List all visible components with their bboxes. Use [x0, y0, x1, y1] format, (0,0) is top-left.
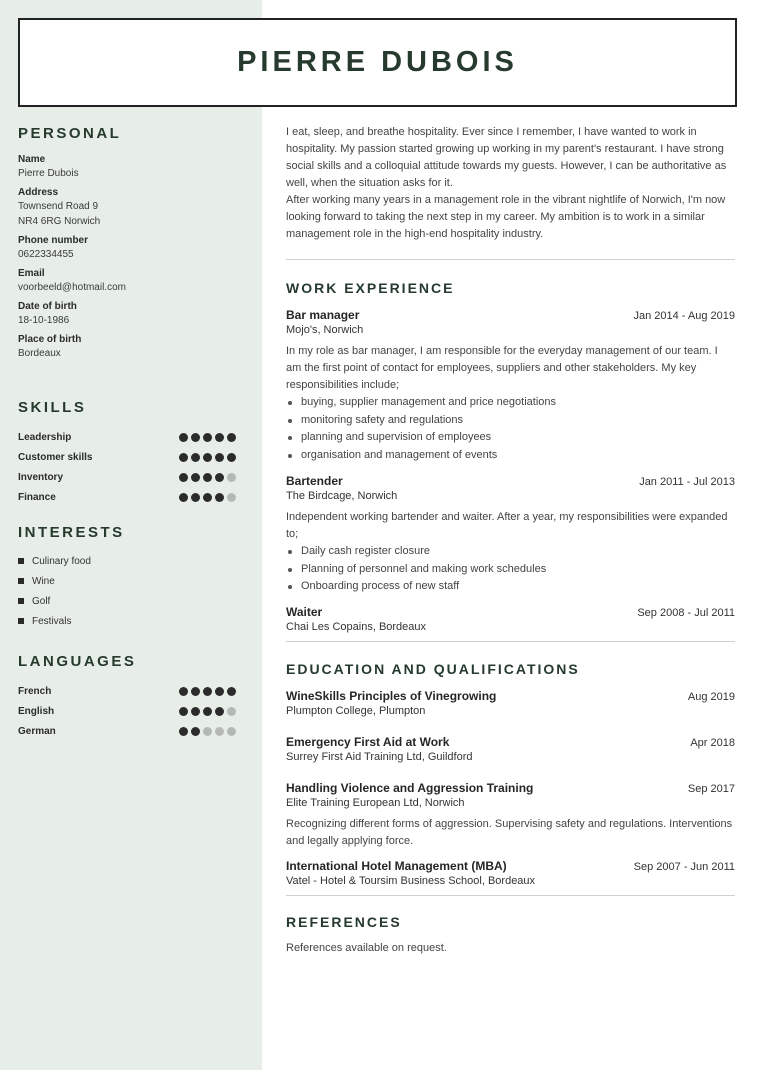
list-item: Planning of personnel and making work schedules [286, 561, 735, 579]
rating-dot-filled-icon [203, 707, 212, 716]
list-item [18, 571, 236, 591]
skill-rating [179, 433, 236, 442]
skill-row [18, 447, 236, 467]
education-title-text: WineSkills Principles of Vinegrowing [286, 688, 497, 703]
list-item [18, 611, 236, 631]
work-title: WORK EXPERIENCE [286, 280, 455, 296]
divider [286, 895, 735, 896]
education-date: Apr 2018 [690, 736, 735, 749]
languages-list [18, 681, 236, 741]
list-item [18, 591, 236, 611]
education-title-text: Handling Violence and Aggression Training [286, 780, 534, 795]
list-item: organisation and management of events [286, 447, 735, 465]
education-section [286, 661, 735, 889]
personal-title: PERSONAL [18, 125, 122, 142]
rating-dot-filled-icon [227, 433, 236, 442]
field-label: Place of birth [18, 334, 82, 345]
job-description: Independent working bartender and waiter. After a year, my responsibilities were expanded to; [286, 511, 728, 540]
language-row [18, 681, 236, 701]
education-date: Sep 2017 [687, 782, 735, 795]
rating-dot-filled-icon [203, 493, 212, 502]
education-entry [286, 781, 735, 850]
job-entry [286, 474, 735, 596]
education-entry [286, 859, 735, 889]
interest-label: Festivals [32, 615, 72, 627]
field-value: 0622334455 [18, 249, 74, 260]
divider [286, 259, 735, 260]
rating-dot-filled-icon [179, 433, 188, 442]
rating-dot-filled-icon [203, 433, 212, 442]
job-date: Jan 2014 - Aug 2019 [633, 310, 735, 322]
rating-dot-filled-icon [179, 473, 188, 482]
education-title: EDUCATION AND QUALIFICATIONS [286, 660, 580, 677]
rating-dot-filled-icon [191, 473, 200, 482]
skill-label: Leadership [18, 431, 72, 443]
education-date: Aug 2019 [687, 690, 735, 703]
references-text: References available on request. [286, 941, 447, 954]
list-item: buying, supplier management and price negotiations [286, 394, 735, 412]
personal-section [18, 125, 236, 361]
rating-dot-filled-icon [215, 433, 224, 442]
skill-row [18, 467, 236, 487]
interest-label: Wine [32, 575, 55, 587]
rating-dot-empty-icon [203, 727, 212, 736]
skills-title: SKILLS [18, 399, 87, 416]
rating-dot-filled-icon [227, 687, 236, 696]
language-label: English [18, 705, 55, 717]
field-label: Date of birth [18, 301, 77, 312]
education-place: Surrey First Aid Training Ltd, Guildford [286, 750, 473, 763]
language-label: French [18, 685, 52, 697]
rating-dot-filled-icon [191, 687, 200, 696]
skill-rating [179, 453, 236, 462]
skill-rating [179, 473, 236, 482]
rating-dot-filled-icon [203, 473, 212, 482]
education-place: Plumpton College, Plumpton [286, 704, 426, 717]
rating-dot-filled-icon [203, 687, 212, 696]
field-label: Email [18, 268, 45, 279]
rating-dot-filled-icon [179, 707, 188, 716]
rating-dot-empty-icon [215, 727, 224, 736]
education-place: Elite Training European Ltd, Norwich [286, 796, 465, 809]
rating-dot-filled-icon [215, 707, 224, 716]
rating-dot-filled-icon [227, 453, 236, 462]
profile-paragraph: After working many years in a management role in the vibrant nightlife of Norwich, I'm now looking forward to taking the next step in my career. My ambition is to work in a similar management role in the high-end hospitality industry. [286, 194, 726, 240]
skill-label: Finance [18, 491, 56, 503]
rating-dot-filled-icon [179, 687, 188, 696]
references-title: REFERENCES [286, 913, 402, 930]
rating-dot-filled-icon [179, 493, 188, 502]
divider [286, 641, 735, 642]
rating-dot-filled-icon [215, 473, 224, 482]
rating-dot-empty-icon [227, 493, 236, 502]
education-title-text: International Hotel Management (MBA) [286, 858, 507, 873]
rating-dot-filled-icon [191, 707, 200, 716]
skills-list [18, 427, 236, 507]
list-item: monitoring safety and regulations [286, 412, 735, 430]
rating-dot-filled-icon [179, 727, 188, 736]
rating-dot-filled-icon [179, 453, 188, 462]
language-label: German [18, 725, 56, 737]
rating-dot-empty-icon [227, 707, 236, 716]
education-place: Vatel - Hotel & Toursim Business School, Bordeaux [286, 874, 536, 887]
education-entry [286, 689, 735, 719]
skill-rating [179, 493, 236, 502]
field-value: Pierre Dubois [18, 168, 79, 179]
education-entry [286, 735, 735, 765]
name-header [18, 18, 737, 107]
job-bullets [286, 394, 735, 464]
candidate-name: PIERRE DUBOIS [237, 46, 518, 78]
job-title: Bar manager [286, 308, 360, 322]
rating-dot-filled-icon [191, 727, 200, 736]
square-bullet-icon [18, 578, 24, 584]
profile-paragraph: I eat, sleep, and breathe hospitality. Ever since I remember, I have wanted to work in hospitality. My passion started growing up working in my parent's restaurant. I have strong social skills and a colloquial attitude towards my guests. However, I can be authoritative as well, when the situation asks for it. [286, 126, 727, 189]
skill-row [18, 487, 236, 507]
interest-label: Culinary food [32, 555, 91, 567]
language-rating [179, 707, 236, 716]
education-description: Recognizing different forms of aggression. Supervising safety and regulations. Interventions and legally applying force. [286, 817, 733, 847]
rating-dot-filled-icon [191, 493, 200, 502]
field-label: Address [18, 187, 59, 198]
job-place: Chai Les Copains, Bordeaux [286, 620, 427, 633]
square-bullet-icon [18, 598, 24, 604]
languages-section [18, 653, 236, 741]
skill-row [18, 427, 236, 447]
job-entry [286, 605, 735, 635]
rating-dot-empty-icon [227, 727, 236, 736]
field-value: NR4 6RG Norwich [18, 216, 101, 227]
rating-dot-filled-icon [203, 453, 212, 462]
education-title-text: Emergency First Aid at Work [286, 734, 450, 749]
job-description: In my role as bar manager, I am responsible for the everyday management of our team. I am the first point of contact for employees, suppliers and other stakeholders. My key responsibilities include; [286, 345, 718, 391]
list-item [18, 551, 236, 571]
rating-dot-filled-icon [191, 433, 200, 442]
languages-title: LANGUAGES [18, 653, 137, 670]
skills-section [18, 399, 236, 507]
square-bullet-icon [18, 618, 24, 624]
square-bullet-icon [18, 558, 24, 564]
profile-section [286, 124, 735, 243]
job-place: The Birdcage, Norwich [286, 490, 398, 502]
language-rating [179, 687, 236, 696]
field-value: Townsend Road 9 [18, 201, 99, 212]
field-value: voorbeeld@hotmail.com [18, 282, 126, 293]
job-place: Mojo's, Norwich [286, 324, 364, 336]
skill-label: Inventory [18, 471, 64, 483]
references-section [286, 914, 735, 957]
interests-section [18, 524, 236, 631]
rating-dot-filled-icon [215, 453, 224, 462]
language-row [18, 701, 236, 721]
field-label: Phone number [18, 235, 89, 246]
list-item: Daily cash register closure [286, 543, 735, 561]
field-value: Bordeaux [18, 348, 61, 359]
job-date: Jan 2011 - Jul 2013 [639, 476, 735, 488]
main-column [286, 124, 735, 957]
language-rating [179, 727, 236, 736]
rating-dot-filled-icon [191, 453, 200, 462]
interest-label: Golf [32, 595, 51, 607]
interests-list [18, 551, 236, 631]
field-label: Name [18, 154, 46, 165]
job-bullets [286, 543, 735, 596]
education-date: Sep 2007 - Jun 2011 [633, 860, 735, 873]
field-value: 18-10-1986 [18, 315, 70, 326]
rating-dot-empty-icon [227, 473, 236, 482]
list-item: planning and supervision of employees [286, 429, 735, 447]
rating-dot-filled-icon [215, 493, 224, 502]
rating-dot-filled-icon [215, 687, 224, 696]
language-row [18, 721, 236, 741]
job-title: Waiter [286, 604, 323, 619]
job-entry [286, 308, 735, 464]
list-item: Onboarding process of new staff [286, 578, 735, 596]
job-date: Sep 2008 - Jul 2011 [637, 606, 735, 619]
interests-title: INTERESTS [18, 524, 125, 541]
work-section [286, 280, 735, 635]
skill-label: Customer skills [18, 451, 93, 463]
job-title: Bartender [286, 474, 343, 488]
